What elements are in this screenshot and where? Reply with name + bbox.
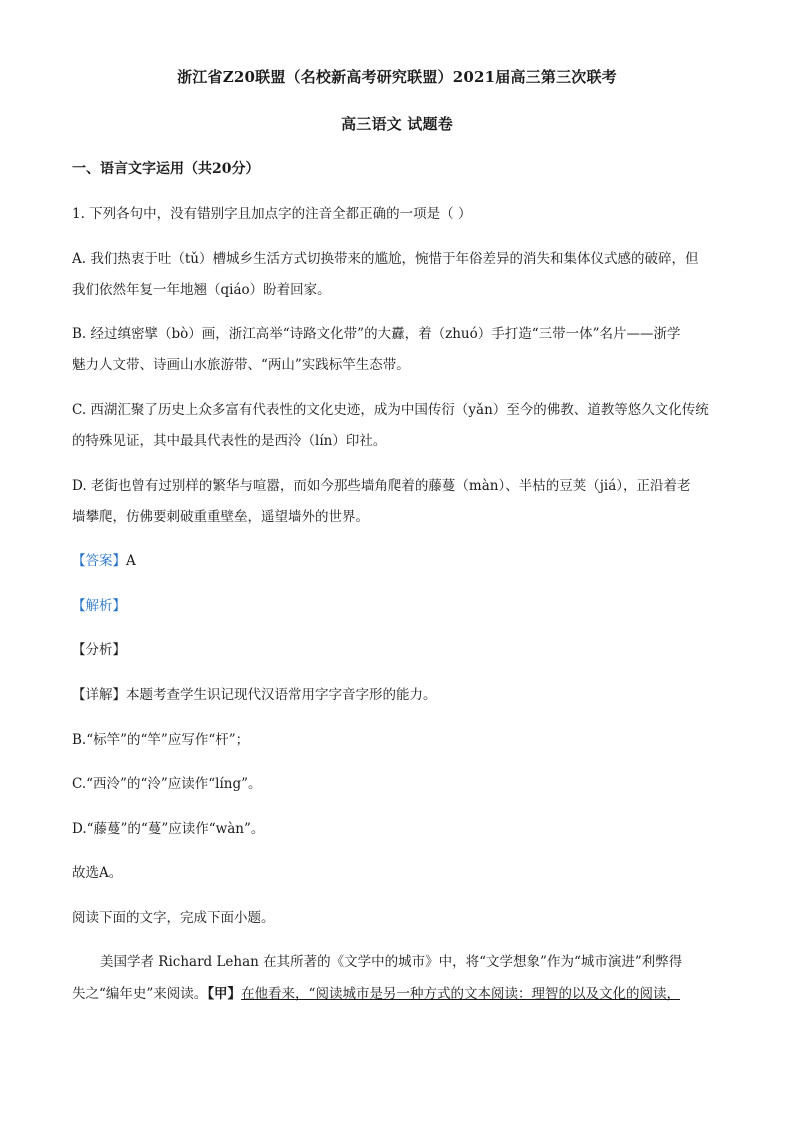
answer-label: 【答案】 xyxy=(72,553,126,569)
option-b-line2: 魅力人文带、诗画山水旅游带、“两山”实践标竿生态带。 xyxy=(72,357,410,373)
reading-plain-text: 失之“编年史”来阅读。 xyxy=(72,986,208,1002)
option-c-line2: 的特殊见证，其中最具代表性的是西泠（lín）印社。 xyxy=(72,433,387,449)
reading-paragraph-line2 xyxy=(72,982,722,1002)
option-a-line1: A. 我们热衷于吐（tǔ）槽城乡生活方式切换带来的尴尬，惋惜于年俗差异的消失和集体仪式感的破碎，但 xyxy=(72,251,699,267)
reading-tag-jia: 【甲】 xyxy=(207,986,242,1002)
document-title: 浙江省Z20联盟（名校新高考研究联盟）2021届高三第三次联考 xyxy=(177,68,617,86)
option-a-line2: 我们依然年复一年地翘（qiáo）盼着回家。 xyxy=(72,282,331,298)
conclusion: 故选A。 xyxy=(72,865,123,881)
document-subtitle: 高三语文 试题卷 xyxy=(341,115,453,133)
fenxi-label: 【分析】 xyxy=(72,642,126,658)
analysis-label: 【解析】 xyxy=(72,598,126,614)
note-c: C.“西泠”的“泠”应读作“líng”。 xyxy=(72,776,262,792)
reading-instruction: 阅读下面的文字，完成下面小题。 xyxy=(72,910,275,926)
reading-paragraph-line1: 美国学者 Richard Lehan 在其所著的《文学中的城市》中，将“文学想象”作为“城市演进”利弊得 xyxy=(100,954,683,970)
detail-line xyxy=(72,683,722,703)
option-c-line1: C. 西湖汇聚了历史上众多富有代表性的文化史迹，成为中国传衍（yǎn）至今的佛教、道教等悠久文化传统 xyxy=(72,402,709,418)
answer-line xyxy=(72,549,722,569)
option-d-line1: D. 老街也曾有过别样的繁华与喧嚣，而如今那些墙角爬着的藤蔓（màn）、半枯的豆荚（jiá），正沿着老 xyxy=(72,478,691,494)
option-b-line1: B. 经过缜密擘（bò）画，浙江高举“诗路文化带”的大纛，着（zhuó）手打造“三带一体”名片——浙学 xyxy=(72,326,681,342)
detail-text: 本题考查学生识记现代汉语常用字字音字形的能力。 xyxy=(126,687,437,703)
note-d: D.“藤蔓”的“蔓”应读作“wàn”。 xyxy=(72,821,265,837)
option-d-line2: 墙攀爬，仿佛要刺破重重壁垒，遥望墙外的世界。 xyxy=(72,509,369,525)
answer-value: A xyxy=(126,553,136,569)
reading-underlined-text: 在他看来，“阅读城市是另一种方式的文本阅读：理智的以及文化的阅读， xyxy=(241,986,680,1002)
note-b: B.“标竿”的“竿”应写作“杆”； xyxy=(72,732,250,748)
detail-label: 【详解】 xyxy=(72,687,126,703)
section-heading: 一、语言文字运用（共20分） xyxy=(72,161,260,177)
question-stem: 1. 下列各句中，没有错别字且加点字的注音全都正确的一项是（ ） xyxy=(72,206,472,222)
